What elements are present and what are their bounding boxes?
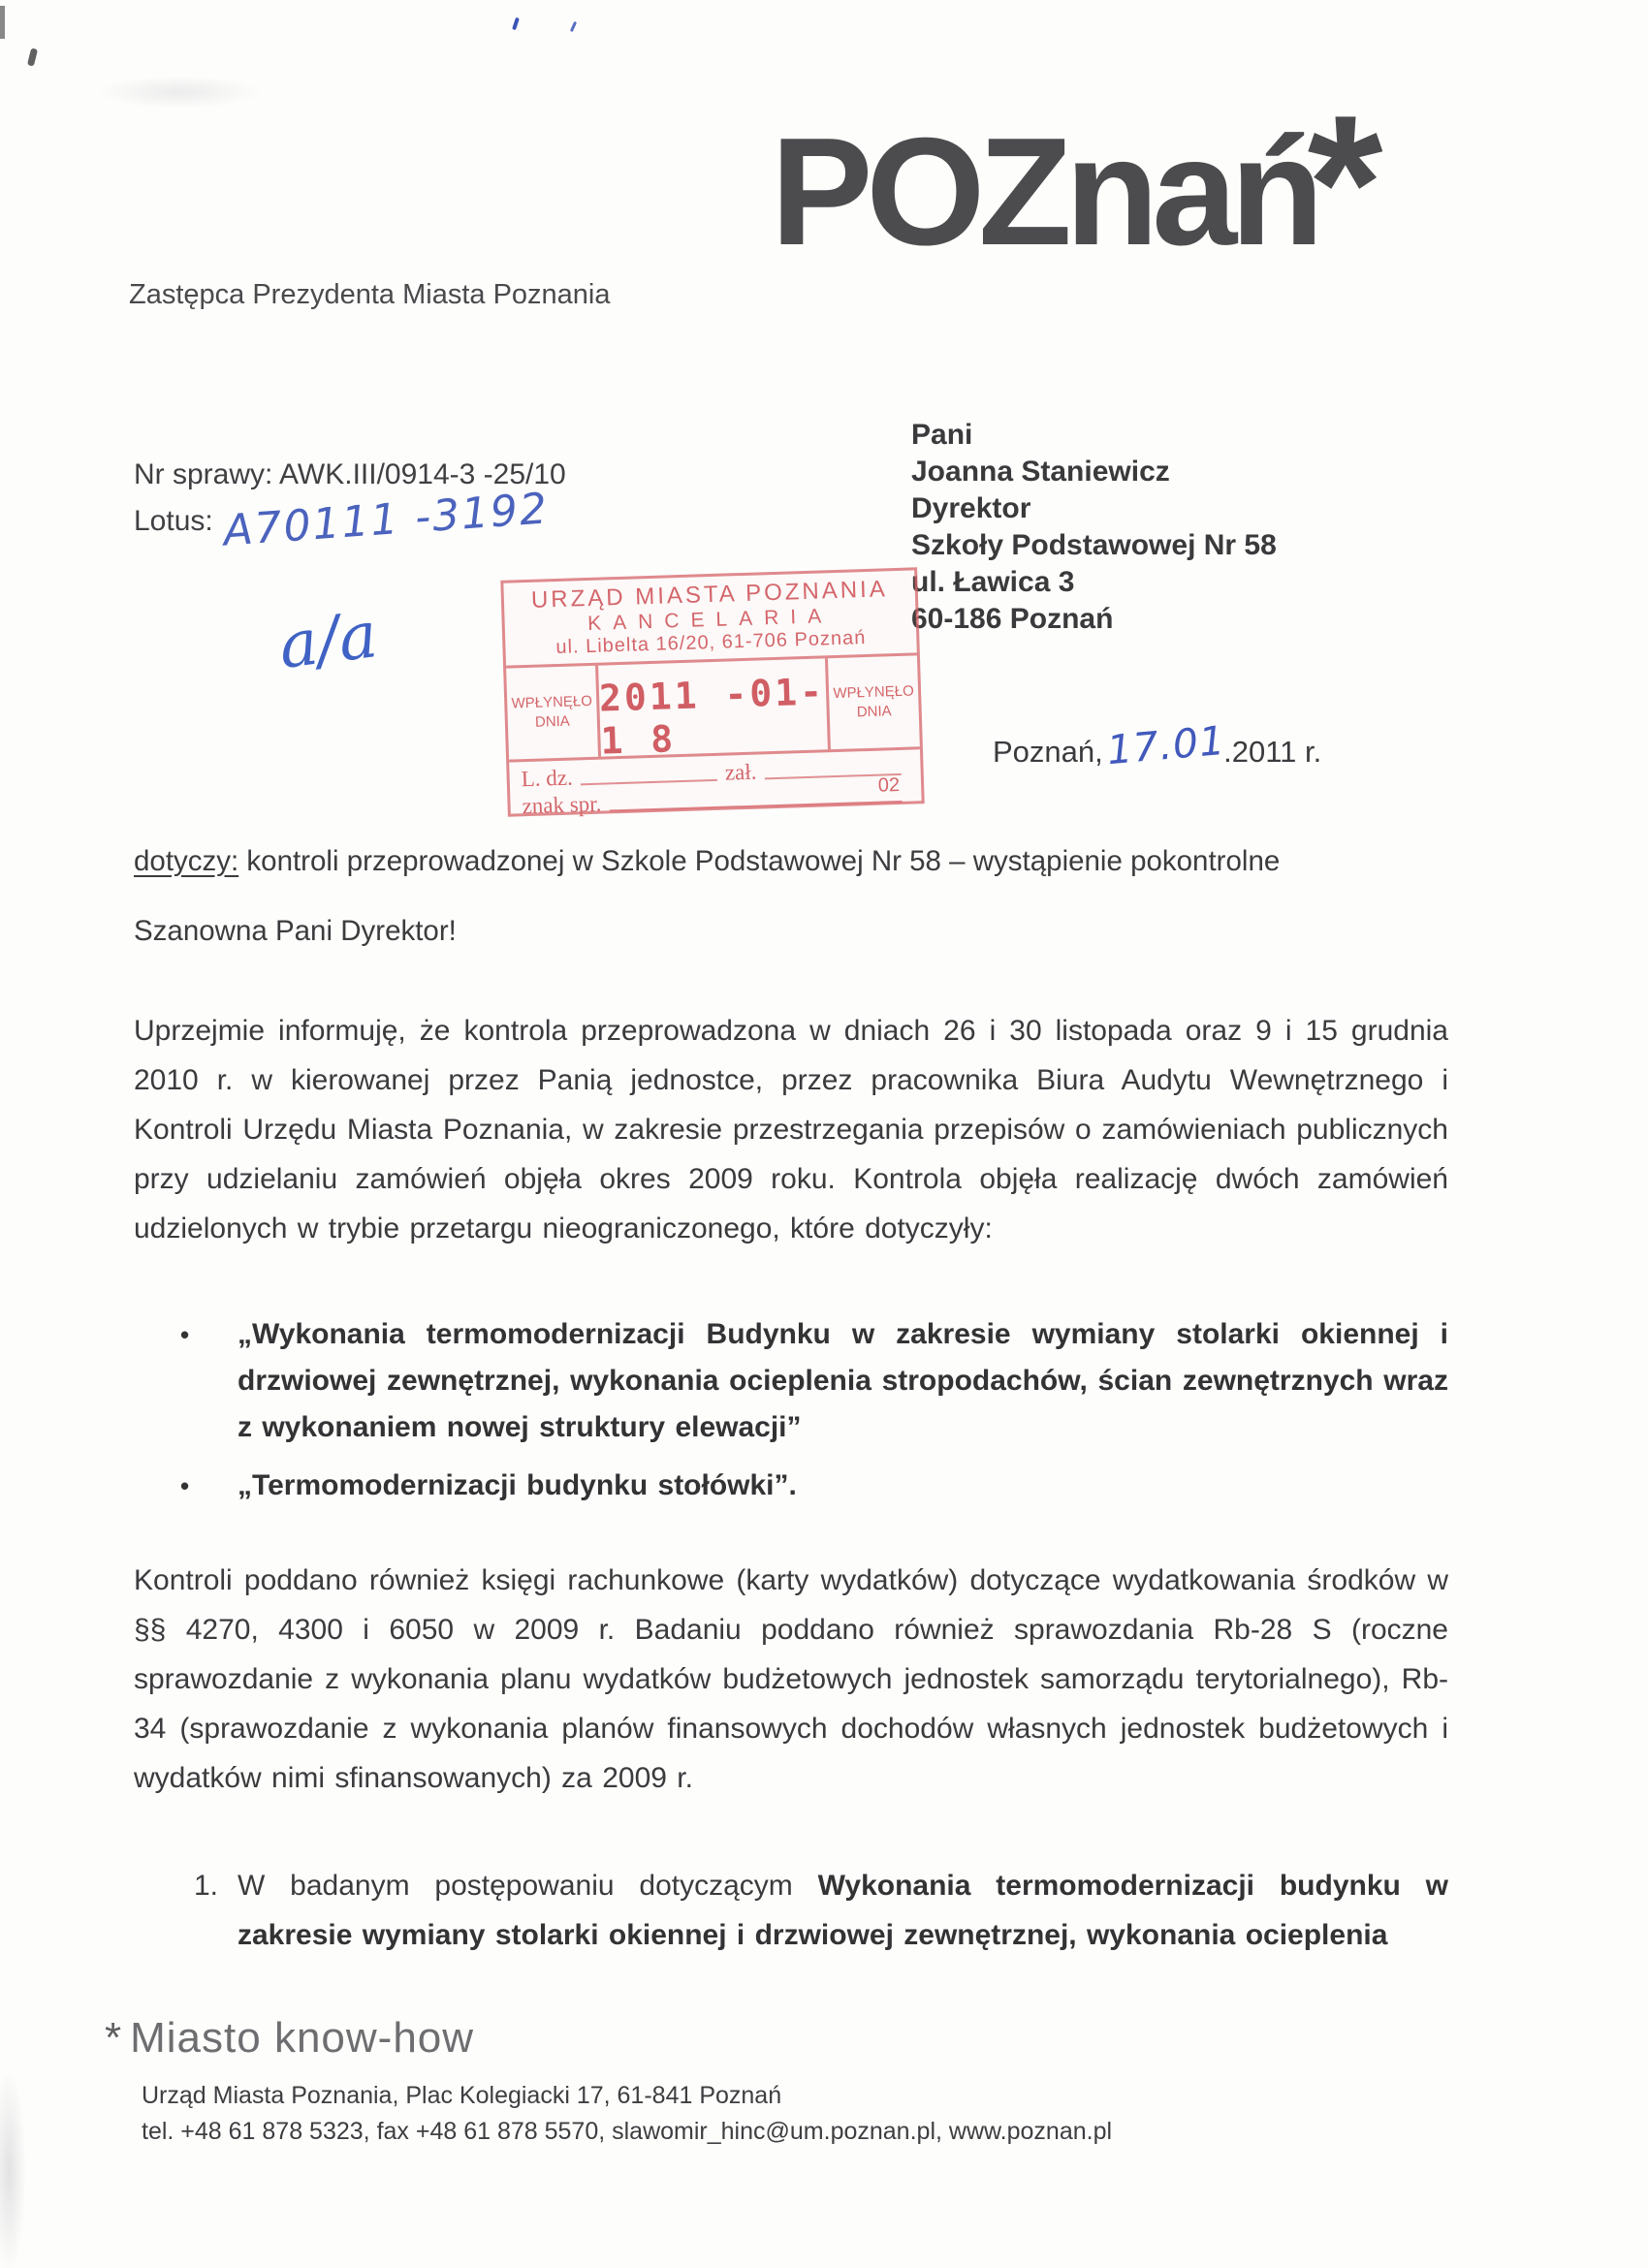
handwritten-date: 17.01	[1104, 716, 1227, 774]
stamp-middle-row	[506, 655, 920, 762]
item-number: 1.	[194, 1870, 219, 1902]
recipient-line: Dyrektor	[911, 492, 1031, 524]
bullet-text: „Wykonania termomodernizacji Budynku w zakresie wymiany stolarki okiennej i drzwiowej zewnętrznej, wykonania ocieplenia stropodachów, ścian zewnętrznych wraz z wykonaniem nowej struktury elewacji”	[238, 1318, 1448, 1443]
bullet-dot-icon: •	[180, 1471, 190, 1500]
item-text	[238, 1861, 1448, 1960]
bullet-list	[134, 1311, 1448, 1509]
bullet-text: „Termomodernizacji budynku stołówki”.	[238, 1469, 797, 1501]
reference-block	[134, 452, 566, 556]
stamp-office-name: URZĄD MIASTA POZNANIA	[530, 576, 889, 614]
asterisk-icon: *	[105, 2014, 123, 2062]
item-text-regular: W badanym postępowaniu dotyczącym	[238, 1870, 818, 1902]
stamp-ldz-label: L. dz.	[521, 765, 574, 792]
letter-body	[134, 1006, 1448, 1960]
poznan-logo-text: POZnań	[771, 107, 1317, 277]
footer-address-block	[142, 2078, 1112, 2150]
recipient-block	[911, 417, 1277, 638]
dateline-year: .2011 r.	[1223, 735, 1322, 769]
stamp-date: 2011 -01- 1 8	[598, 670, 826, 763]
lotus-line	[134, 484, 566, 556]
dateline	[993, 716, 1322, 774]
stamp-bottom	[509, 749, 922, 819]
scan-artifact	[0, 2074, 25, 2268]
stamp-received-day-word: DNIA	[856, 703, 892, 721]
item-text-bold: Wykonania termomodernizacji budynku w zakresie wymiany stolarki okiennej i drzwiowej zewnętrznej, wykonania ocieplenia	[238, 1870, 1449, 1951]
subject-label: dotyczy:	[134, 845, 239, 877]
salutation: Szanowna Pani Dyrektor!	[134, 915, 457, 947]
subject-line	[134, 845, 1280, 878]
lotus-handwritten-note: A70111 -3192	[221, 484, 551, 556]
scan-artifact	[570, 21, 577, 32]
stamp-blank-line	[581, 779, 717, 785]
paragraph-1: Uprzejmie informuję, że kontrola przeprowadzona w dniach 26 i 30 listopada oraz 9 i 15 grudnia 2010 r. w kierowanej przez Panią jednostce, przez pracownika Biura Audytu Wewnętrznego i Kontroli Urzędu Miasta Poznania, w zakresie przestrzegania przepisów o zamówieniach publicznych przy udzielaniu zamówień objęła okres 2009 roku. Kontrola objęła realizację dwóch zamówień udzielonych w trybie przetargu nieograniczonego, które dotyczyły:	[134, 1015, 1448, 1244]
footer-address: Urząd Miasta Poznania, Plac Kolegiacki 17, 61-841 Poznań	[142, 2082, 782, 2109]
stamp-received-word: WPŁYNĘŁO	[833, 682, 915, 703]
recipient-line: Pani	[911, 419, 973, 451]
footer-slogan-text: Miasto know-how	[130, 2014, 475, 2062]
stamp-received-day-word: DNIA	[534, 712, 571, 731]
bullet-item	[134, 1311, 1448, 1451]
stamp-received-label-left	[506, 666, 601, 760]
footer	[105, 2014, 1112, 2150]
footer-contact: tel. +48 61 878 5323, fax +48 61 878 5570, slawomir_hinc@um.poznan.pl, www.poznan.pl	[142, 2118, 1113, 2145]
lotus-label: Lotus:	[134, 505, 213, 537]
stamp-znak-label: znak spr.	[522, 791, 602, 819]
recipient-line: Szkoły Podstawowej Nr 58	[911, 529, 1277, 561]
recipient-line: Joanna Staniewicz	[911, 456, 1170, 488]
case-number: Nr sprawy: AWK.III/0914-3 -25/10	[134, 458, 566, 490]
stamp-corner-number: 02	[877, 773, 901, 797]
stamp-zal-label: zał.	[724, 759, 757, 785]
dateline-city: Poznań,	[993, 735, 1103, 769]
recipient-line: 60-186 Poznań	[911, 603, 1114, 635]
handwritten-aa-note: a/a	[274, 597, 382, 683]
recipient-line: ul. Ławica 3	[911, 566, 1075, 598]
scan-artifact	[0, 6, 5, 39]
stamp-header	[503, 570, 917, 668]
poznan-logo	[771, 76, 1393, 292]
scan-artifact	[27, 47, 38, 66]
asterisk-icon: *	[1307, 76, 1383, 292]
footer-slogan	[105, 2014, 1112, 2063]
stamp-office-unit: KANCELARIA	[586, 605, 834, 636]
stamp-received-word: WPŁYNĘŁO	[511, 692, 593, 712]
numbered-item	[134, 1861, 1448, 1960]
subject-text: kontroli przeprowadzonej w Szkole Podstawowej Nr 58 – wystąpienie pokontrolne	[238, 845, 1281, 877]
scan-artifact	[512, 17, 520, 31]
sender-title: Zastępca Prezydenta Miasta Poznania	[129, 279, 611, 310]
bullet-item	[134, 1463, 1448, 1509]
scan-artifact	[97, 76, 262, 109]
stamp-received-label-right	[825, 655, 920, 749]
stamp-blank-line	[610, 801, 903, 811]
registry-stamp	[500, 567, 924, 819]
paragraph-2: Kontroli poddano również księgi rachunkowe (karty wydatków) dotyczące wydatkowania środków w §§ 4270, 4300 i 6050 w 2009 r. Badaniu poddano również sprawozdania Rb-28 S (roczne sprawozdanie z wykonania planu wydatków budżetowych jednostek samorządu terytorialnego), Rb-34 (sprawozdanie z wykonania planów finansowych dochodów własnych jednostek budżetowych i wydatków nimi sfinansowanych) za 2009 r.	[134, 1564, 1448, 1794]
bullet-dot-icon: •	[180, 1320, 190, 1349]
stamp-office-address: ul. Libelta 16/20, 61-706 Poznań	[555, 627, 867, 659]
